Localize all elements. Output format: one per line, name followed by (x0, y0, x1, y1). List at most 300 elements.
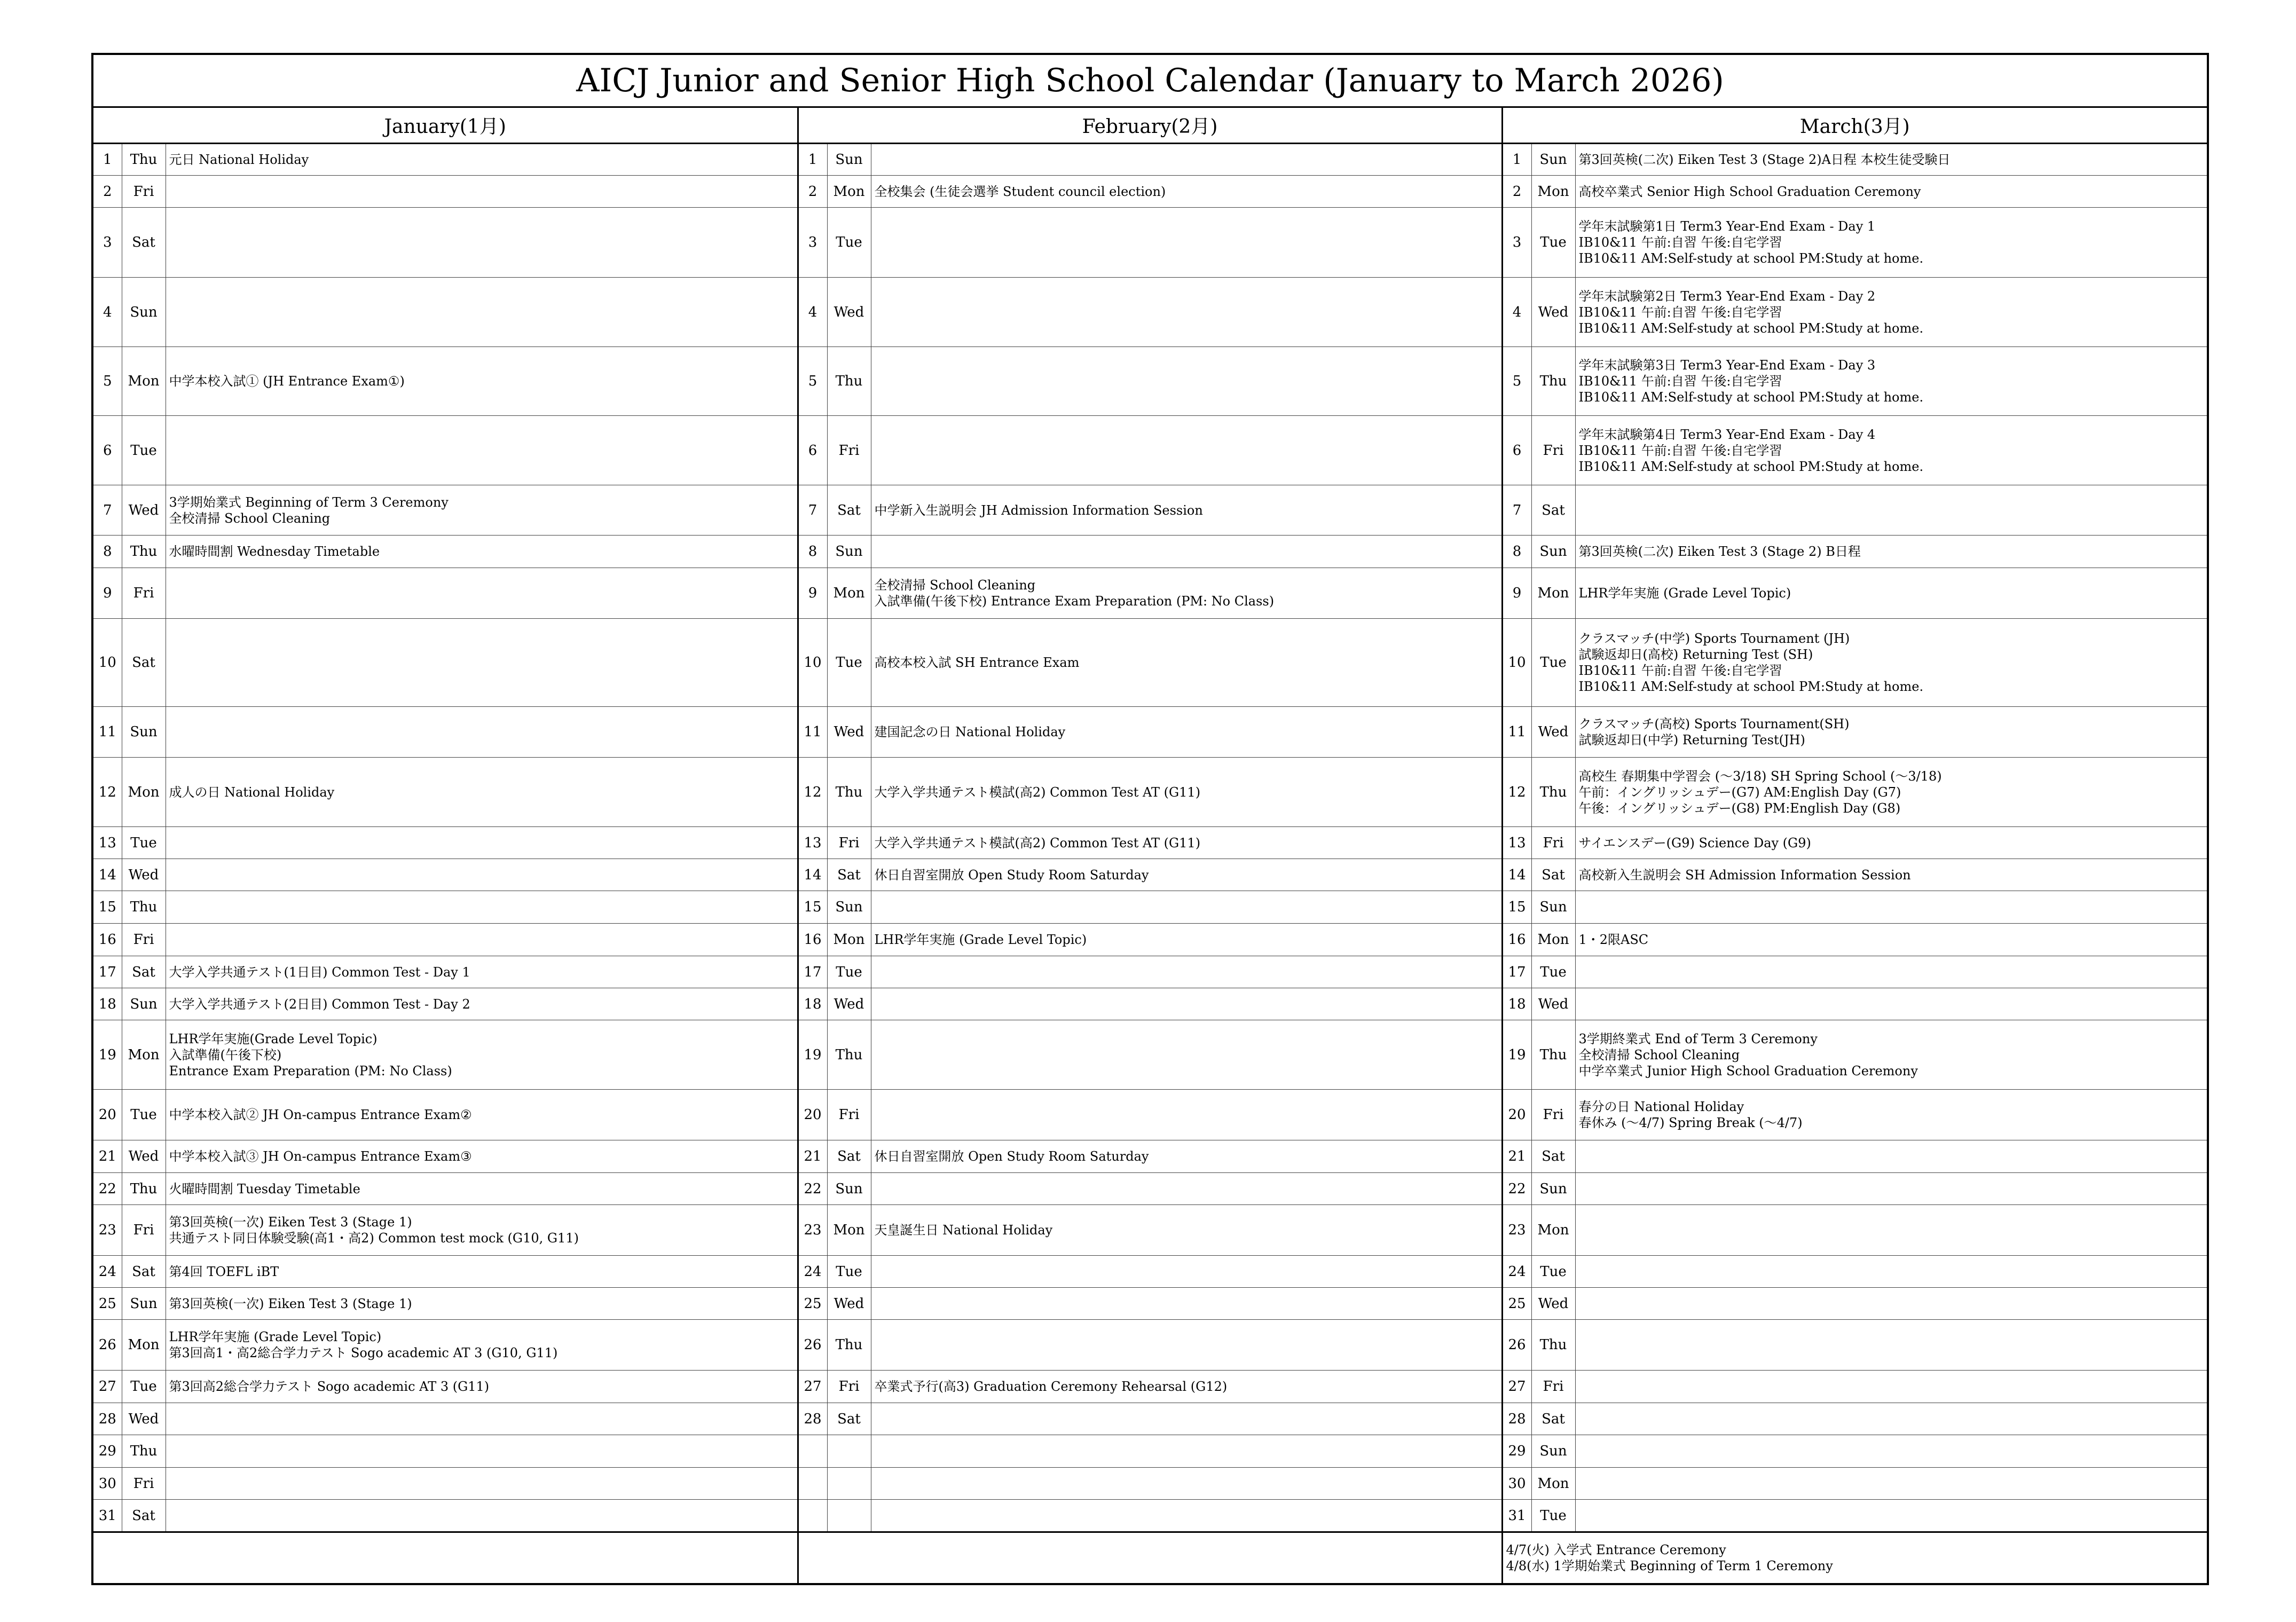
january-weekday: Sun (122, 707, 166, 758)
january-day-number: 20 (92, 1090, 122, 1140)
january-day-number: 22 (92, 1173, 122, 1205)
march-weekday: Sun (1531, 1435, 1575, 1468)
march-day-number: 30 (1502, 1468, 1531, 1500)
january-event: 3学期始業式 Beginning of Term 3 Ceremony 全校清掃 School Cleaning (166, 485, 798, 536)
february-event (871, 1020, 1502, 1090)
march-weekday: Thu (1531, 347, 1575, 416)
january-weekday: Sat (122, 1500, 166, 1532)
day-row (92, 859, 2208, 891)
march-event: 学年末試験第2日 Term3 Year-End Exam - Day 2 IB10&11 午前:自習 午後:自宅学習 IB10&11 AM:Self-study at school PM:Study at home. (1575, 278, 2208, 347)
february-day-number: 25 (798, 1288, 827, 1320)
february-weekday: Mon (827, 1205, 871, 1256)
january-event (166, 924, 798, 956)
january-event: 第3回英検(一次) Eiken Test 3 (Stage 1) 共通テスト同日体験受験(高1・高2) Common test mock (G10, G11) (166, 1205, 798, 1256)
march-day-number: 2 (1502, 176, 1531, 208)
march-weekday: Sat (1531, 1403, 1575, 1435)
january-day-number: 31 (92, 1500, 122, 1532)
february-event: 高校本校入試 SH Entrance Exam (871, 619, 1502, 707)
march-day-number: 28 (1502, 1403, 1531, 1435)
january-day-number: 2 (92, 176, 122, 208)
march-day-number: 16 (1502, 924, 1531, 956)
march-day-number: 17 (1502, 956, 1531, 988)
february-weekday: Sat (827, 1140, 871, 1173)
january-event (166, 859, 798, 891)
day-row (92, 758, 2208, 827)
february-day-number: 23 (798, 1205, 827, 1256)
footer-row (92, 1532, 2208, 1585)
march-day-number: 5 (1502, 347, 1531, 416)
february-day-number: 5 (798, 347, 827, 416)
january-weekday: Thu (122, 144, 166, 176)
january-event (166, 1468, 798, 1500)
march-event (1575, 988, 2208, 1020)
calendar-table (91, 53, 2209, 1585)
february-day-number: 10 (798, 619, 827, 707)
january-event (166, 568, 798, 619)
march-weekday: Tue (1531, 1500, 1575, 1532)
february-day-number: 11 (798, 707, 827, 758)
january-day-number: 29 (92, 1435, 122, 1468)
month-header-february: February(2月) (798, 107, 1502, 144)
february-weekday: Wed (827, 278, 871, 347)
march-weekday: Sat (1531, 1140, 1575, 1173)
february-day-number: 20 (798, 1090, 827, 1140)
february-day-number (798, 1468, 827, 1500)
january-weekday: Sat (122, 208, 166, 278)
february-event (871, 988, 1502, 1020)
february-weekday: Mon (827, 176, 871, 208)
january-event (166, 278, 798, 347)
february-weekday: Tue (827, 1256, 871, 1288)
january-event: 大学入学共通テスト(2日目) Common Test - Day 2 (166, 988, 798, 1020)
march-weekday: Mon (1531, 176, 1575, 208)
february-event (871, 278, 1502, 347)
day-row (92, 1173, 2208, 1205)
january-day-number: 8 (92, 536, 122, 568)
january-weekday: Thu (122, 1435, 166, 1468)
day-row (92, 924, 2208, 956)
march-weekday: Sun (1531, 1173, 1575, 1205)
march-weekday: Tue (1531, 956, 1575, 988)
footer-note-february (798, 1532, 1502, 1585)
january-weekday: Mon (122, 347, 166, 416)
month-header-march: March(3月) (1502, 107, 2208, 144)
march-day-number: 24 (1502, 1256, 1531, 1288)
march-weekday: Wed (1531, 1288, 1575, 1320)
february-event (871, 1090, 1502, 1140)
january-day-number: 12 (92, 758, 122, 827)
february-day-number: 16 (798, 924, 827, 956)
february-weekday: Sat (827, 859, 871, 891)
january-event: 元日 National Holiday (166, 144, 798, 176)
february-day-number: 2 (798, 176, 827, 208)
january-event (166, 619, 798, 707)
january-day-number: 1 (92, 144, 122, 176)
calendar-body (92, 144, 2208, 1532)
march-weekday: Wed (1531, 988, 1575, 1020)
day-row (92, 1020, 2208, 1090)
march-weekday: Thu (1531, 1320, 1575, 1371)
january-day-number: 5 (92, 347, 122, 416)
march-event: 第3回英検(二次) Eiken Test 3 (Stage 2)A日程 本校生徒受験日 (1575, 144, 2208, 176)
march-day-number: 29 (1502, 1435, 1531, 1468)
february-weekday: Sun (827, 144, 871, 176)
february-day-number: 7 (798, 485, 827, 536)
january-weekday: Sat (122, 956, 166, 988)
day-row (92, 1256, 2208, 1288)
january-weekday: Sat (122, 1256, 166, 1288)
january-event: 水曜時間割 Wednesday Timetable (166, 536, 798, 568)
march-day-number: 21 (1502, 1140, 1531, 1173)
march-event (1575, 1320, 2208, 1371)
january-event: 第3回英検(一次) Eiken Test 3 (Stage 1) (166, 1288, 798, 1320)
march-day-number: 23 (1502, 1205, 1531, 1256)
february-event (871, 347, 1502, 416)
month-header-january: January(1月) (92, 107, 798, 144)
february-day-number: 18 (798, 988, 827, 1020)
march-event (1575, 1205, 2208, 1256)
day-row (92, 485, 2208, 536)
march-day-number: 3 (1502, 208, 1531, 278)
day-row (92, 536, 2208, 568)
january-weekday: Thu (122, 1173, 166, 1205)
january-weekday: Tue (122, 416, 166, 485)
february-weekday: Tue (827, 619, 871, 707)
february-weekday: Mon (827, 924, 871, 956)
february-day-number: 8 (798, 536, 827, 568)
march-weekday: Sat (1531, 485, 1575, 536)
march-event: クラスマッチ(中学) Sports Tournament (JH) 試験返却日(高校) Returning Test (SH) IB10&11 午前:自習 午後:自宅学習 IB10&11 AM:Self-study at school PM:Study at home. (1575, 619, 2208, 707)
day-row (92, 1205, 2208, 1256)
january-weekday: Mon (122, 1020, 166, 1090)
february-event: 卒業式予行(高3) Graduation Ceremony Rehearsal (G12) (871, 1371, 1502, 1403)
day-row (92, 827, 2208, 859)
february-day-number (798, 1500, 827, 1532)
january-day-number: 6 (92, 416, 122, 485)
march-weekday: Tue (1531, 619, 1575, 707)
january-weekday: Tue (122, 827, 166, 859)
day-row (92, 707, 2208, 758)
february-day-number: 15 (798, 891, 827, 924)
march-event: 第3回英検(二次) Eiken Test 3 (Stage 2) B日程 (1575, 536, 2208, 568)
january-weekday: Thu (122, 536, 166, 568)
march-event: 学年末試験第4日 Term3 Year-End Exam - Day 4 IB10&11 午前:自習 午後:自宅学習 IB10&11 AM:Self-study at school PM:Study at home. (1575, 416, 2208, 485)
january-day-number: 30 (92, 1468, 122, 1500)
february-event (871, 1435, 1502, 1468)
march-weekday: Fri (1531, 827, 1575, 859)
february-weekday: Sat (827, 485, 871, 536)
march-event: クラスマッチ(高校) Sports Tournament(SH) 試験返却日(中学) Returning Test(JH) (1575, 707, 2208, 758)
february-event: 休日自習室開放 Open Study Room Saturday (871, 1140, 1502, 1173)
january-day-number: 27 (92, 1371, 122, 1403)
january-weekday: Fri (122, 1205, 166, 1256)
march-day-number: 12 (1502, 758, 1531, 827)
january-event (166, 1403, 798, 1435)
march-day-number: 13 (1502, 827, 1531, 859)
january-weekday: Wed (122, 1140, 166, 1173)
january-weekday: Tue (122, 1371, 166, 1403)
february-weekday: Wed (827, 988, 871, 1020)
february-event: 全校集会 (生徒会選挙 Student council election) (871, 176, 1502, 208)
day-row (92, 1320, 2208, 1371)
january-day-number: 18 (92, 988, 122, 1020)
february-weekday: Mon (827, 568, 871, 619)
february-day-number: 26 (798, 1320, 827, 1371)
january-weekday: Mon (122, 1320, 166, 1371)
february-weekday: Thu (827, 758, 871, 827)
february-day-number: 19 (798, 1020, 827, 1090)
march-event: 高校卒業式 Senior High School Graduation Ceremony (1575, 176, 2208, 208)
day-row (92, 176, 2208, 208)
january-day-number: 19 (92, 1020, 122, 1090)
day-row (92, 568, 2208, 619)
march-event: LHR学年実施 (Grade Level Topic) (1575, 568, 2208, 619)
march-weekday: Thu (1531, 758, 1575, 827)
march-day-number: 6 (1502, 416, 1531, 485)
january-event: 中学本校入試② JH On-campus Entrance Exam② (166, 1090, 798, 1140)
march-event (1575, 956, 2208, 988)
day-row (92, 619, 2208, 707)
page-title: AICJ Junior and Senior High School Calendar (January to March 2026) (92, 54, 2208, 107)
february-day-number: 13 (798, 827, 827, 859)
march-event: 高校新入生説明会 SH Admission Information Session (1575, 859, 2208, 891)
january-weekday: Sun (122, 988, 166, 1020)
march-weekday: Wed (1531, 707, 1575, 758)
march-weekday: Wed (1531, 278, 1575, 347)
march-event (1575, 1500, 2208, 1532)
february-event (871, 416, 1502, 485)
february-event (871, 536, 1502, 568)
march-weekday: Sun (1531, 536, 1575, 568)
march-weekday: Sun (1531, 891, 1575, 924)
day-row (92, 1090, 2208, 1140)
march-weekday: Sun (1531, 144, 1575, 176)
january-weekday: Fri (122, 924, 166, 956)
march-day-number: 31 (1502, 1500, 1531, 1532)
day-row (92, 1371, 2208, 1403)
march-event (1575, 485, 2208, 536)
march-weekday: Mon (1531, 924, 1575, 956)
january-day-number: 16 (92, 924, 122, 956)
day-row (92, 144, 2208, 176)
february-event (871, 1173, 1502, 1205)
january-event: 成人の日 National Holiday (166, 758, 798, 827)
january-weekday: Wed (122, 485, 166, 536)
january-day-number: 15 (92, 891, 122, 924)
january-event: 第3回高2総合学力テスト Sogo academic AT 3 (G11) (166, 1371, 798, 1403)
february-event: 全校清掃 School Cleaning 入試準備(午後下校) Entrance Exam Preparation (PM: No Class) (871, 568, 1502, 619)
february-event (871, 1403, 1502, 1435)
day-row (92, 1403, 2208, 1435)
january-weekday: Fri (122, 176, 166, 208)
day-row (92, 1435, 2208, 1468)
march-event (1575, 1173, 2208, 1205)
march-day-number: 14 (1502, 859, 1531, 891)
january-weekday: Sat (122, 619, 166, 707)
february-weekday: Wed (827, 1288, 871, 1320)
february-weekday: Sun (827, 1173, 871, 1205)
january-event: LHR学年実施(Grade Level Topic) 入試準備(午後下校) Entrance Exam Preparation (PM: No Class) (166, 1020, 798, 1090)
january-day-number: 26 (92, 1320, 122, 1371)
january-event (166, 1500, 798, 1532)
february-weekday: Fri (827, 416, 871, 485)
march-event (1575, 1435, 2208, 1468)
january-day-number: 7 (92, 485, 122, 536)
march-day-number: 20 (1502, 1090, 1531, 1140)
january-event: 中学本校入試③ JH On-campus Entrance Exam③ (166, 1140, 798, 1173)
day-row (92, 1288, 2208, 1320)
march-event (1575, 1371, 2208, 1403)
march-event (1575, 1256, 2208, 1288)
march-day-number: 10 (1502, 619, 1531, 707)
january-day-number: 21 (92, 1140, 122, 1173)
february-weekday (827, 1468, 871, 1500)
january-event (166, 707, 798, 758)
january-event: 第4回 TOEFL iBT (166, 1256, 798, 1288)
march-event: 学年末試験第1日 Term3 Year-End Exam - Day 1 IB10&11 午前:自習 午後:自宅学習 IB10&11 AM:Self-study at school PM:Study at home. (1575, 208, 2208, 278)
march-weekday: Sat (1531, 859, 1575, 891)
february-weekday: Wed (827, 707, 871, 758)
january-weekday: Tue (122, 1090, 166, 1140)
february-weekday: Thu (827, 1320, 871, 1371)
january-day-number: 14 (92, 859, 122, 891)
february-event: 大学入学共通テスト模試(高2) Common Test AT (G11) (871, 758, 1502, 827)
march-event: 春分の日 National Holiday 春休み (～4/7) Spring Break (～4/7) (1575, 1090, 2208, 1140)
march-day-number: 8 (1502, 536, 1531, 568)
february-day-number: 22 (798, 1173, 827, 1205)
march-day-number: 11 (1502, 707, 1531, 758)
march-event (1575, 1288, 2208, 1320)
day-row (92, 1140, 2208, 1173)
march-day-number: 15 (1502, 891, 1531, 924)
march-weekday: Tue (1531, 1256, 1575, 1288)
february-event: 中学新入生説明会 JH Admission Information Session (871, 485, 1502, 536)
day-row (92, 1500, 2208, 1532)
march-weekday: Mon (1531, 1468, 1575, 1500)
january-event (166, 1435, 798, 1468)
february-weekday: Tue (827, 208, 871, 278)
january-day-number: 24 (92, 1256, 122, 1288)
day-row (92, 956, 2208, 988)
january-day-number: 28 (92, 1403, 122, 1435)
march-event (1575, 891, 2208, 924)
day-row (92, 1468, 2208, 1500)
day-row (92, 278, 2208, 347)
february-event (871, 144, 1502, 176)
march-day-number: 4 (1502, 278, 1531, 347)
january-weekday: Fri (122, 1468, 166, 1500)
january-weekday: Sun (122, 278, 166, 347)
february-weekday: Sat (827, 1403, 871, 1435)
march-day-number: 27 (1502, 1371, 1531, 1403)
february-weekday: Thu (827, 347, 871, 416)
march-event: 高校生 春期集中学習会 (～3/18) SH Spring School (～3/18) 午前：イングリッシュデー(G7) AM:English Day (G7) 午後：イングリッシュデー(G8) PM:English Day (G8) (1575, 758, 2208, 827)
february-event (871, 1468, 1502, 1500)
march-event (1575, 1468, 2208, 1500)
march-event: 3学期終業式 End of Term 3 Ceremony 全校清掃 School Cleaning 中学卒業式 Junior High School Graduation Ceremony (1575, 1020, 2208, 1090)
march-event: 学年末試験第3日 Term3 Year-End Exam - Day 3 IB10&11 午前:自習 午後:自宅学習 IB10&11 AM:Self-study at school PM:Study at home. (1575, 347, 2208, 416)
march-weekday: Mon (1531, 1205, 1575, 1256)
february-day-number: 3 (798, 208, 827, 278)
january-event (166, 176, 798, 208)
january-weekday: Wed (122, 859, 166, 891)
january-day-number: 3 (92, 208, 122, 278)
january-event (166, 208, 798, 278)
january-day-number: 11 (92, 707, 122, 758)
march-day-number: 19 (1502, 1020, 1531, 1090)
day-row (92, 347, 2208, 416)
march-weekday: Fri (1531, 416, 1575, 485)
january-weekday: Thu (122, 891, 166, 924)
day-row (92, 416, 2208, 485)
february-weekday: Sun (827, 891, 871, 924)
february-event: 大学入学共通テスト模試(高2) Common Test AT (G11) (871, 827, 1502, 859)
february-day-number: 12 (798, 758, 827, 827)
march-day-number: 22 (1502, 1173, 1531, 1205)
day-row (92, 208, 2208, 278)
february-weekday: Fri (827, 1090, 871, 1140)
january-event (166, 891, 798, 924)
march-day-number: 18 (1502, 988, 1531, 1020)
march-event (1575, 1140, 2208, 1173)
january-day-number: 13 (92, 827, 122, 859)
february-weekday: Sun (827, 536, 871, 568)
february-weekday: Fri (827, 1371, 871, 1403)
january-event: 中学本校入試① (JH Entrance Exam①) (166, 347, 798, 416)
february-day-number: 14 (798, 859, 827, 891)
february-day-number: 24 (798, 1256, 827, 1288)
footer-note-january (92, 1532, 798, 1585)
march-weekday: Thu (1531, 1020, 1575, 1090)
february-event (871, 1320, 1502, 1371)
march-weekday: Fri (1531, 1090, 1575, 1140)
february-event (871, 891, 1502, 924)
day-row (92, 891, 2208, 924)
february-event (871, 1256, 1502, 1288)
february-weekday (827, 1500, 871, 1532)
february-weekday: Fri (827, 827, 871, 859)
february-day-number: 27 (798, 1371, 827, 1403)
february-day-number: 28 (798, 1403, 827, 1435)
february-weekday: Thu (827, 1020, 871, 1090)
march-day-number: 1 (1502, 144, 1531, 176)
february-weekday: Tue (827, 956, 871, 988)
january-day-number: 4 (92, 278, 122, 347)
january-event: 大学入学共通テスト(1日目) Common Test - Day 1 (166, 956, 798, 988)
february-event: 建国記念の日 National Holiday (871, 707, 1502, 758)
january-day-number: 25 (92, 1288, 122, 1320)
february-day-number: 4 (798, 278, 827, 347)
february-event (871, 1288, 1502, 1320)
february-day-number: 6 (798, 416, 827, 485)
january-event (166, 416, 798, 485)
february-day-number (798, 1435, 827, 1468)
march-day-number: 25 (1502, 1288, 1531, 1320)
february-event: 休日自習室開放 Open Study Room Saturday (871, 859, 1502, 891)
february-event: 天皇誕生日 National Holiday (871, 1205, 1502, 1256)
march-day-number: 9 (1502, 568, 1531, 619)
january-day-number: 17 (92, 956, 122, 988)
march-day-number: 26 (1502, 1320, 1531, 1371)
february-event (871, 208, 1502, 278)
january-weekday: Mon (122, 758, 166, 827)
february-event (871, 1500, 1502, 1532)
february-day-number: 21 (798, 1140, 827, 1173)
january-weekday: Fri (122, 568, 166, 619)
february-weekday (827, 1435, 871, 1468)
february-day-number: 1 (798, 144, 827, 176)
march-event: 1・2限ASC (1575, 924, 2208, 956)
